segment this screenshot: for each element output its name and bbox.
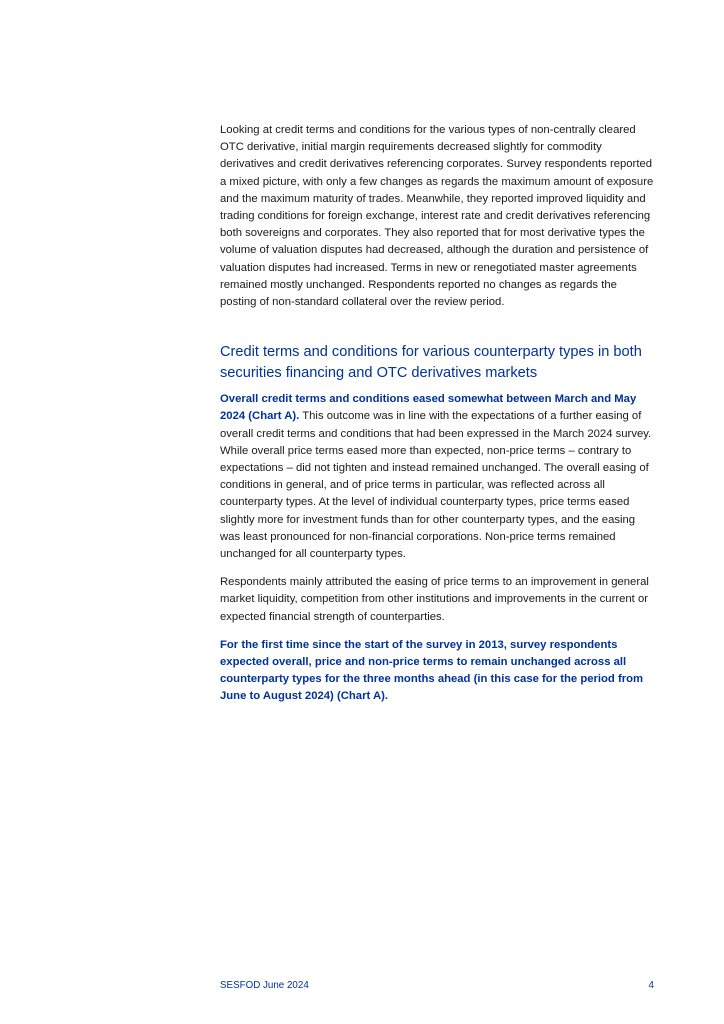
footer-page-number: 4 — [648, 980, 654, 991]
section-heading: Credit terms and conditions for various counterparty types in both securities financing and OTC derivatives markets — [220, 344, 642, 381]
paragraph-body-text: This outcome was in line with the expectations of a further easing of overall credit terms and conditions that had been expressed in the March 2024 survey. While overall price terms eased more than expected, non-price terms – contrary to expectations – did not tighten and instead remained unchanged. The overall easing of conditions in general, and of price terms in particular, was reflected across all counterparty types. At the level of individual counterparty types, price terms eased slightly more for investment funds than for other counterparty types, and the easing was least pronounced for non-financial corporations. Non-price terms remained unchanged for all counterparty types. — [220, 410, 652, 561]
page-content — [220, 122, 656, 706]
paragraph-expectations: For the first time since the start of the survey in 2013, survey respondents expected overall, price and non-price terms to remain unchanged across all counterparty types for the three months ahead (in this case for the period from June to August 2024) (Chart A). — [220, 638, 644, 703]
paragraph-price-terms-drivers: Respondents mainly attributed the easing of price terms to an improvement in general market liquidity, competition from other institutions and improvements in the current or expected financial strength of counterparties. — [220, 576, 649, 623]
paragraph-lead-sentence: Overall credit terms and conditions eased somewhat between March and May 2024 (Chart A). — [220, 393, 637, 423]
paragraph-overall-terms — [220, 391, 656, 563]
paragraph-otc-derivatives: Looking at credit terms and conditions for the various types of non-centrally cleared OTC derivative, initial margin requirements decreased slightly for commodity derivatives and credit derivatives referencing corporates. Survey respondents reported a mixed picture, with only a few changes as regards the maximum amount of exposure and the maximum maturity of trades. Meanwhile, they reported improved liquidity and trading conditions for foreign exchange, interest rate and credit derivatives referencing both sovereigns and corporates. They also reported that for most derivative types the volume of valuation disputes had decreased, although the duration and persistence of valuation disputes had increased. Terms in new or renegotiated master agreements remained mostly unchanged. Respondents reported no changes as regards the posting of non-standard collateral over the review period. — [220, 124, 654, 309]
footer-publication: SESFOD June 2024 — [220, 980, 309, 991]
